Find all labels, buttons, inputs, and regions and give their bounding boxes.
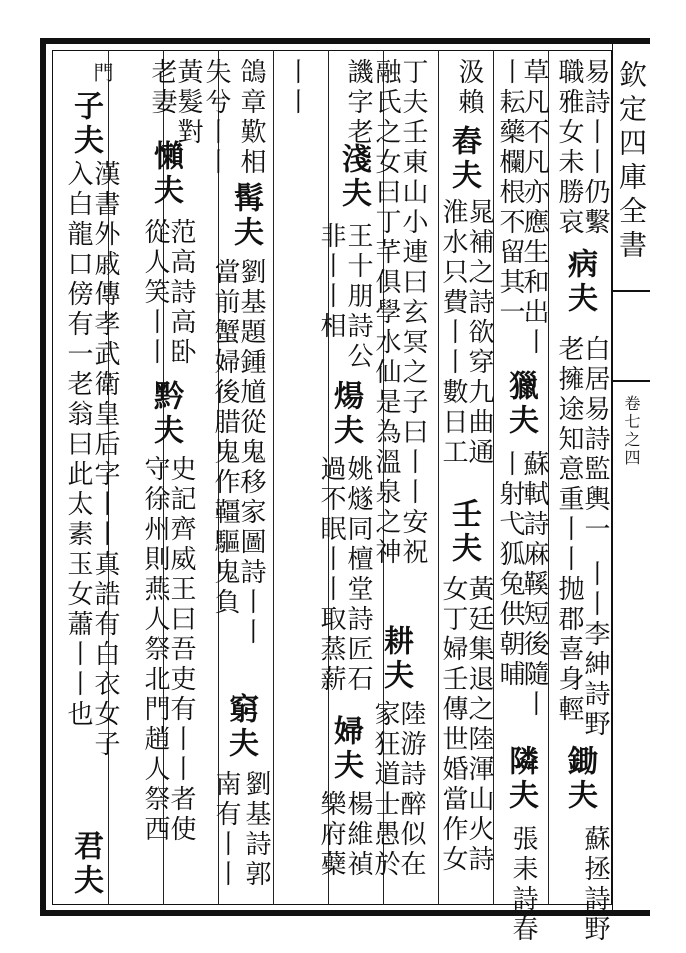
text-column: 史記齊威王曰吾吏有丨丨者使 — [166, 455, 196, 845]
headword: 髯夫 — [228, 182, 263, 250]
margin-rule-lower — [612, 380, 650, 382]
text-column: 楊維禎 — [343, 790, 373, 880]
text-column: 門 — [90, 62, 114, 86]
text-column: 王十朋詩公 — [343, 222, 373, 372]
headword: 懶夫 — [148, 140, 183, 208]
text-column: 丨丨李紳詩野 — [580, 560, 610, 740]
text-column: 譏字老 — [343, 58, 373, 148]
text-column: 女丁婦壬傳世婚當作女 — [438, 575, 468, 875]
text-column: 黃廷集退之陸渾山火詩 — [464, 575, 494, 875]
text-column: 丨丨 — [281, 58, 311, 118]
text-column: 融氏之女曰丁芊俱學水仙是為溫泉之神 — [371, 58, 401, 568]
text-column: 守徐州則燕人祭北門趙人祭西 — [140, 455, 170, 845]
column-rule — [273, 50, 274, 905]
text-column: 鴿章歎相 — [236, 58, 266, 178]
headword: 鋤夫 — [562, 745, 597, 813]
text-column: 汲賴 — [454, 58, 484, 118]
headword: 窮夫 — [223, 693, 258, 761]
text-column: 黃髮對 — [173, 58, 203, 148]
text-column: 白居易詩監輿一 — [580, 335, 610, 545]
text-column: 草凡不凡亦應生和出丨 — [519, 58, 549, 358]
text-column: 入白龍口傍有一老翁曰此太素玉女蕭丨丨也 — [63, 160, 93, 730]
text-column: 丨耘藥欄根不留其一 — [495, 58, 525, 328]
text-column: 丨射弋狐兔供朝晡 — [495, 450, 525, 690]
text-column: 家狂道士愚於 — [370, 700, 400, 880]
headword: 君夫 — [68, 830, 103, 898]
headword: 隣夫 — [503, 745, 538, 813]
headword: 子夫 — [68, 90, 103, 158]
headword: 耕夫 — [378, 625, 413, 693]
headword: 淺夫 — [336, 143, 371, 211]
text-column: 過不眠丨丨取蒸薪 — [316, 455, 346, 695]
text-column: 老妻 — [147, 58, 177, 118]
volume-label: 卷七之四 — [622, 395, 641, 467]
headword: 煬夫 — [328, 380, 363, 448]
headword: 舂夫 — [446, 125, 481, 193]
text-column: 姚燧同檀堂詩匠石 — [343, 455, 373, 695]
headword: 病夫 — [562, 248, 597, 316]
text-column: 當前蟹婦後腊鬼作韁驅鬼負 — [210, 258, 240, 618]
text-column: 蘇軾詩麻鞵短後隨丨 — [519, 450, 549, 720]
text-column: 職雅女未勝哀 — [554, 58, 584, 238]
headword: 婦夫 — [328, 715, 363, 783]
book-title: 欽定四庫全書 — [615, 60, 648, 264]
text-column: 劉基題鍾馗從鬼移家圖詩丨丨 — [236, 258, 266, 648]
text-column: 蘇拯詩野 — [580, 825, 610, 945]
headword: 獵夫 — [503, 370, 538, 438]
text-column: 南有丨丨 — [211, 770, 241, 890]
text-column: 老擁途知意重丨丨抛郡喜身輕 — [554, 335, 584, 725]
text-column: 淮水只費丨丨數日工 — [438, 198, 468, 468]
text-column: 漢書外戚傳孝武衛皇后字丨丨真誥有白衣女子 — [90, 160, 120, 760]
text-column: 非丨丨相 — [316, 222, 346, 342]
text-column: 失兮丨丨 — [201, 58, 231, 178]
text-column: 張耒詩春 — [508, 825, 538, 945]
text-column: 范高詩高卧 — [166, 218, 196, 368]
text-column: 從人笑丨丨 — [140, 218, 170, 368]
margin-rule-upper — [612, 290, 650, 292]
text-column: 劉基詩郭 — [241, 770, 271, 890]
headword: 壬夫 — [446, 498, 481, 566]
text-column: 樂府蘗 — [316, 790, 346, 880]
text-column: 易詩丨丨仍繫 — [580, 58, 610, 238]
text-column: 丁夫壬東山小連曰玄冥之子曰丨丨安祝 — [398, 58, 428, 568]
text-column: 晁補之詩欲穿九曲通 — [464, 198, 494, 468]
headword: 黔夫 — [148, 380, 183, 448]
text-column: 陸游詩醉似在 — [396, 700, 426, 880]
